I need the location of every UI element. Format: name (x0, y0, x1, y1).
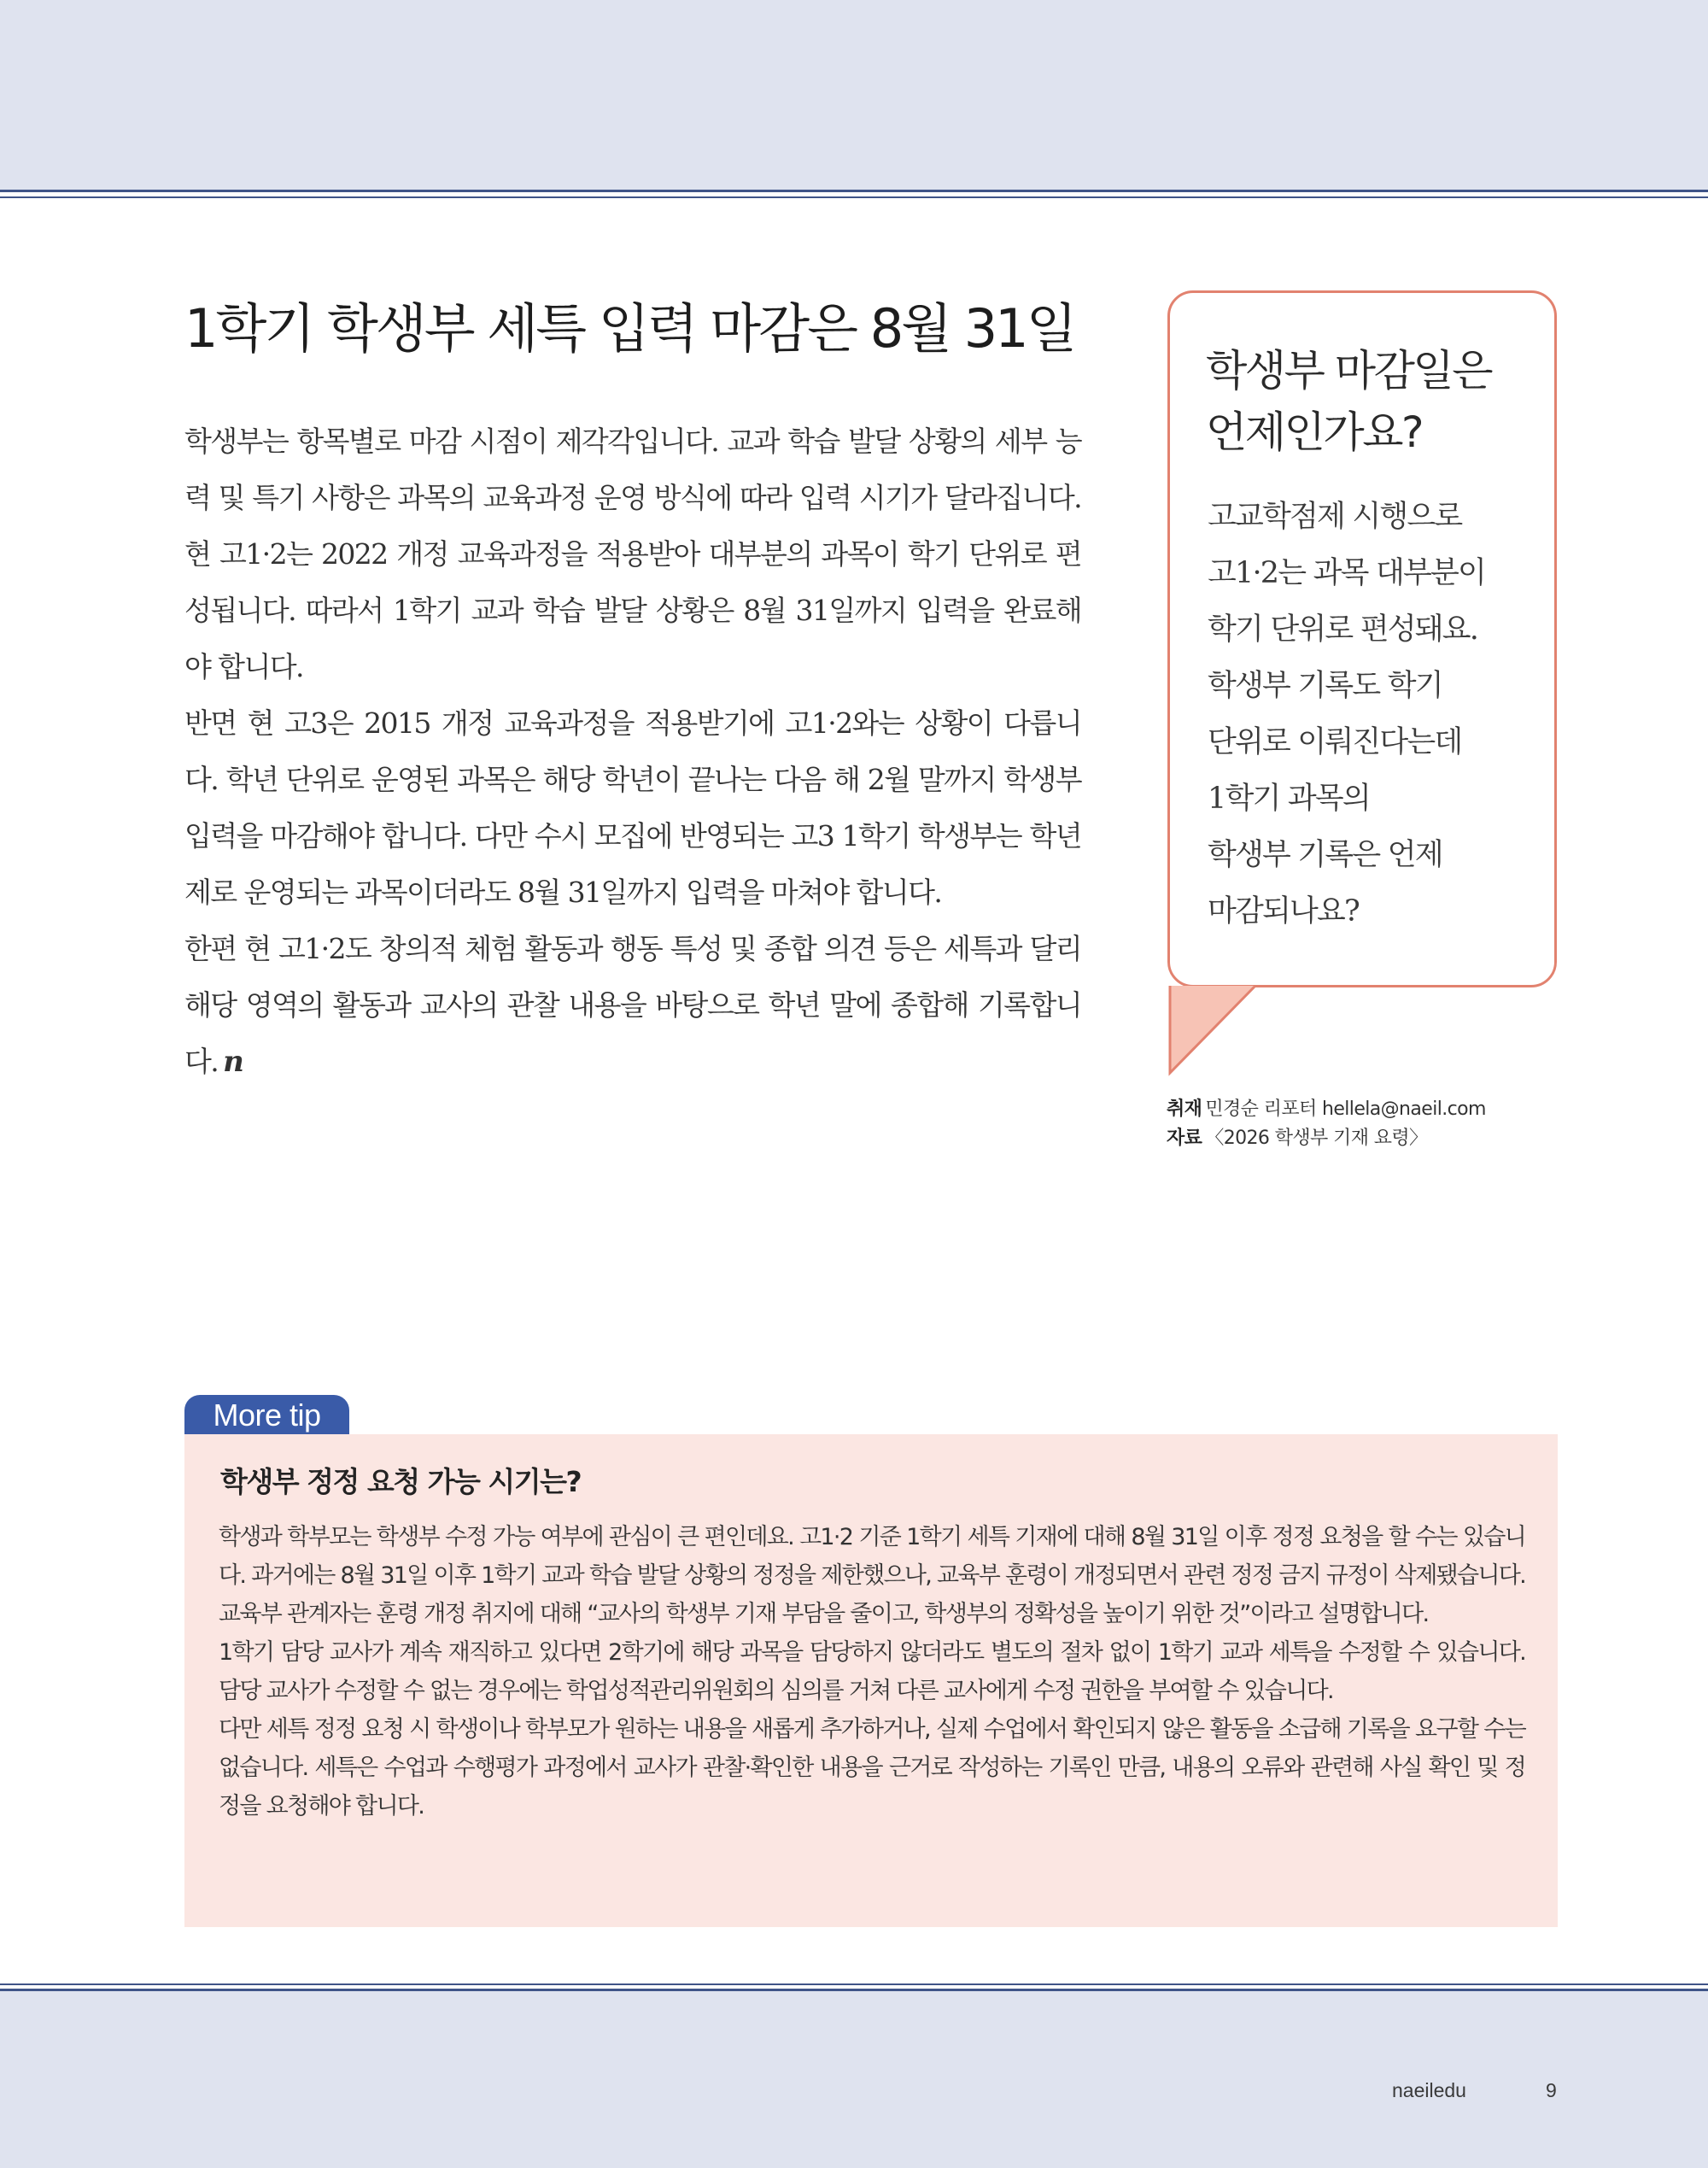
question-card-title (1206, 340, 1547, 463)
reporter-value: 민경순 리포터 hellela@naeil.com (1205, 1099, 1486, 1120)
question-body-line: 학생부 기록도 학기 (1208, 669, 1442, 703)
page-number: 9 (1546, 2079, 1557, 2101)
article-paragraph-text: 한편 현 고1·2도 창의적 체험 활동과 행동 특성 및 종합 의견 등은 세특과 달리 해당 영역의 활동과 교사의 관찰 내용을 바탕으로 학년 말에 종합해 기록합니다. (184, 932, 1081, 1078)
header-band (0, 0, 1708, 190)
question-body-line: 고교학점제 시행으로 (1208, 500, 1462, 534)
footer-rule (0, 1983, 1708, 1985)
more-tip-paragraph: 학생과 학부모는 학생부 수정 가능 여부에 관심이 큰 편인데요. 고1·2 기준 1학기 세특 기재에 대해 8월 31일 이후 정정 요청을 할 수는 있습니다. 과거에는 8월 31일 이후 1학기 교과 학습 발달 상황의 정정을 제한했으나, 교육부 훈령이 개정되면서 관련 정정 금지 규정이 삭제됐습니다. 교육부 관계자는 훈령 개정 취지에 대해 “교사의 학생부 기재 부담을 줄이고, 학생부의 정확성을 높이기 위한 것”이라고 설명합니다. (219, 1524, 1525, 1627)
end-mark-icon: n (223, 1045, 243, 1079)
speech-tail-icon (1167, 986, 1261, 1078)
more-tip-title: 학생부 정정 요청 가능 시기는? (220, 1465, 582, 1498)
question-body-line: 학기 단위로 편성돼요. (1208, 612, 1478, 647)
question-body-line: 1학기 과목의 (1208, 782, 1370, 816)
header-rule (0, 196, 1708, 198)
question-body-line: 마감되나요? (1208, 894, 1360, 929)
article-paragraph: 학생부는 항목별로 마감 시점이 제각각입니다. 교과 학습 발달 상황의 세부 능력 및 특기 사항은 과목의 교육과정 운영 방식에 따라 입력 시기가 달라집니다. 현 고1·2는 2022 개정 교육과정을 적용받아 대부분의 과목이 학기 단위로 편성됩니다. 따라서 1학기 교과 학습 발달 상황은 8월 31일까지 입력을 완료해야 합니다. (184, 425, 1081, 683)
more-tip-paragraph: 1학기 담당 교사가 계속 재직하고 있다면 2학기에 해당 과목을 담당하지 않더라도 별도의 절차 없이 1학기 교과 세특을 수정할 수 있습니다. 담당 교사가 수정할 수 없는 경우에는 학업성적관리위원회의 심의를 거쳐 다른 교사에게 수정 권한을 부여할 수 있습니다. (219, 1639, 1525, 1704)
question-body-line: 단위로 이뤄진다는데 (1208, 725, 1462, 759)
article-paragraph (184, 921, 1081, 1090)
credits (1167, 1095, 1611, 1153)
header-rule (0, 190, 1708, 192)
reporter-credit (1167, 1095, 1611, 1124)
footer-brand: naeiledu (1392, 2079, 1466, 2101)
source-credit (1167, 1124, 1611, 1153)
reporter-label: 취재 (1167, 1099, 1202, 1120)
more-tip-body (219, 1518, 1525, 1825)
article-title: 1학기 학생부 세특 입력 마감은 8월 31일 (184, 297, 1075, 360)
question-body-line: 학생부 기록은 언제 (1208, 838, 1442, 872)
question-body-line: 고1·2는 과목 대부분이 (1208, 556, 1485, 590)
more-tip-paragraph: 다만 세특 정정 요청 시 학생이나 학부모가 원하는 내용을 새롭게 추가하거나, 실제 수업에서 확인되지 않은 활동을 소급해 기록을 요구할 수는 없습니다. 세특은 수업과 수행평가 과정에서 교사가 관찰·확인한 내용을 근거로 작성하는 기록인 만큼, 내용의 오류와 관련해 사실 확인 및 정정을 요청해야 합니다. (219, 1716, 1525, 1819)
more-tip-tab: More tip (184, 1395, 349, 1435)
source-value: 〈2026 학생부 기재 요령〉 (1205, 1128, 1428, 1149)
article-paragraph: 반면 현 고3은 2015 개정 교육과정을 적용받기에 고1·2와는 상황이 다릅니다. 학년 단위로 운영된 과목은 해당 학년이 끝나는 다음 해 2월 말까지 학생부 입력을 마감해야 합니다. 다만 수시 모집에 반영되는 고3 1학기 학생부는 학년제로 운영되는 과목이더라도 8월 31일까지 입력을 마쳐야 합니다. (184, 706, 1081, 909)
question-title-line: 학생부 마감일은 (1206, 346, 1491, 396)
question-card-body (1208, 489, 1549, 940)
source-label: 자료 (1167, 1128, 1202, 1149)
question-title-line: 언제인가요? (1206, 407, 1423, 457)
article-body (184, 413, 1081, 1090)
